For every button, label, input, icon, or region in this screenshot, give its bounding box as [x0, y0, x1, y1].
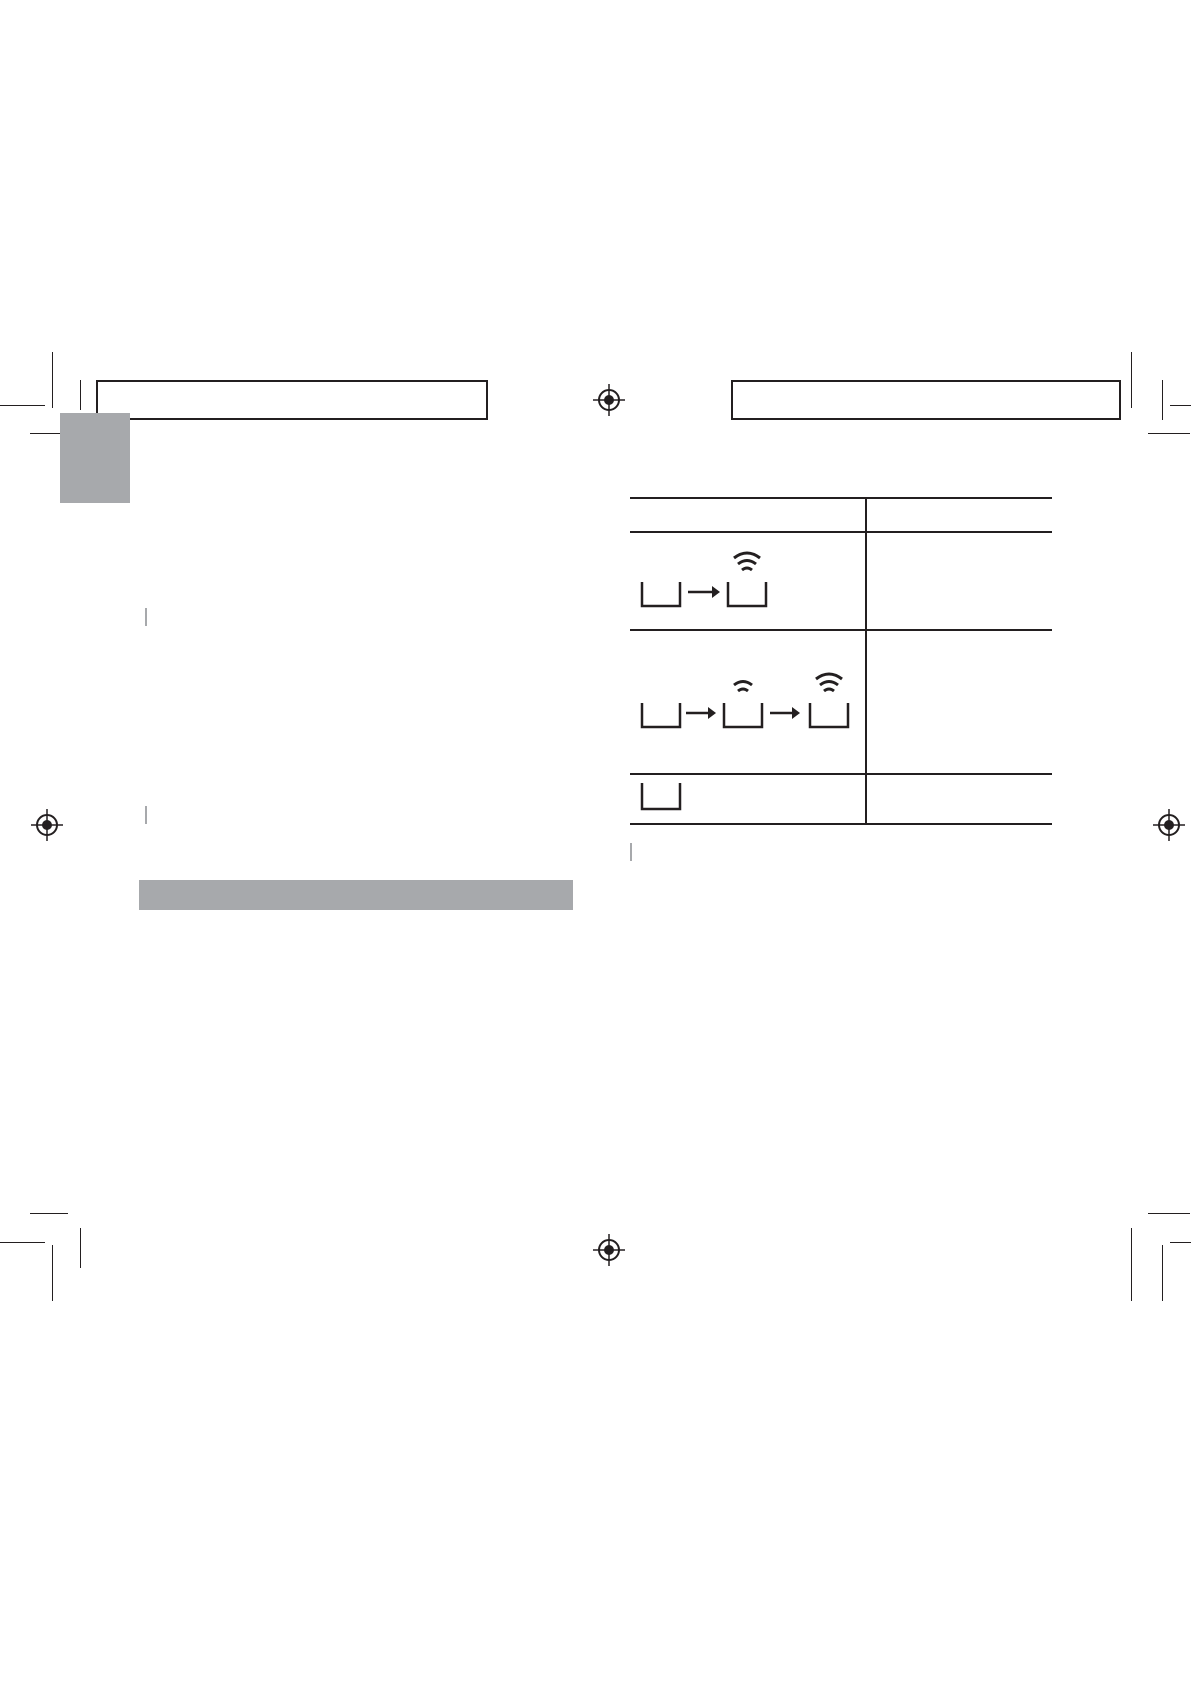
color-calibration-bar — [731, 380, 1121, 420]
table-row — [630, 630, 1052, 774]
registration-mark-icon — [1153, 809, 1185, 841]
note-paragraph — [630, 841, 1050, 863]
meaning-cell — [866, 532, 1052, 630]
list-item — [626, 925, 1056, 969]
language-tab — [60, 413, 130, 503]
sensor-status-table — [630, 497, 1052, 825]
registration-mark-icon — [593, 384, 625, 416]
icon-cell — [630, 532, 866, 630]
grayscale-calibration-bar — [96, 380, 488, 420]
note-paragraph — [145, 804, 565, 826]
table-row — [630, 774, 1052, 824]
icon-cell — [630, 630, 866, 774]
column-header-meaning — [866, 498, 1052, 532]
table-row — [630, 532, 1052, 630]
registration-mark-icon — [593, 1234, 625, 1266]
meaning-cell — [866, 630, 1052, 774]
note-label — [145, 806, 147, 824]
icon-cell — [630, 774, 866, 824]
registration-mark-icon — [31, 809, 63, 841]
meaning-cell — [866, 774, 1052, 824]
no-sensor-out-icon — [640, 777, 690, 817]
table-header-row — [630, 498, 1052, 532]
note-label — [630, 843, 632, 861]
note-paragraph — [145, 606, 565, 628]
bullet-item — [145, 467, 570, 533]
column-header-icons — [630, 498, 866, 532]
found-out-icon — [640, 665, 855, 735]
note-label — [145, 608, 147, 626]
searching-out-icon — [640, 544, 850, 614]
section-heading — [139, 880, 573, 910]
